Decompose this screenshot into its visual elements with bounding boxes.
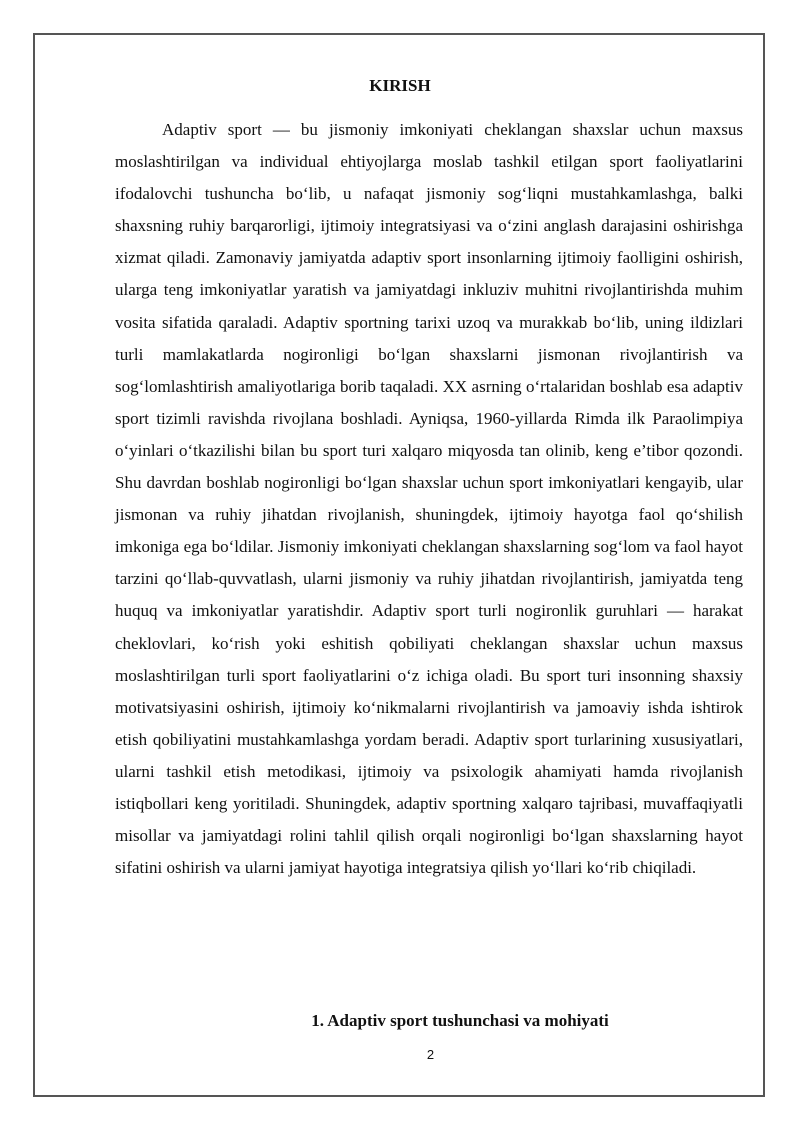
document-heading: KIRISH [369,76,431,95]
page-number: 2 [426,1047,435,1062]
body-paragraph: Adaptiv sport — bu jismoniy imkoniyati cheklangan shaxslar uchun maxsus moslashtirilgan va individual ehtiyojlarga moslab tashkil etilgan sport faoliyatlarini ifodalovchi tushuncha bo‘lib, u nafaqat jismoniy sog‘liqni mustahkamlashga, balki shaxsning ruhiy barqarorligi, ijtimoiy integratsiyasi va o‘zini anglash darajasini oshirishga xizmat qiladi. Zamonaviy jamiyatda adaptiv sport insonlarning ijtimoiy faolligini oshirish, ularga teng imkoniyatlar yaratish va jamiyatdagi inkluziv muhitni rivojlantirishda muhim vosita sifatida qaraladi. Adaptiv sportning tarixi uzoq va murakkab bo‘lib, uning ildizlari turli mamlakatlarda nogironligi bo‘lgan shaxslarni jismonan rivojlantirish va sog‘lomlashtirish amaliyotlariga borib taqaladi. XX asrning o‘rtalaridan boshlab esa adaptiv sport tizimli ravishda rivojlana boshladi. Ayniqsa, 1960-yillarda Rimda ilk Paraolimpiya o‘yinlari o‘tkazilishi bilan bu sport turi xalqaro miqyosda tan olinib, keng e’tibor qozondi. Shu davrdan boshlab nogironligi bo‘lgan shaxslar uchun sport imkoniyatlari kengayib, ular jismonan va ruhiy jihatdan rivojlanish, shuningdek, ijtimoiy hayotga faol qo‘shilish imkoniga ega bo‘ldilar. Jismoniy imkoniyati cheklangan shaxslarning sog‘lom va faol hayot tarzini qo‘llab-quvvatlash, ularni jismoniy va ruhiy jihatdan rivojlantirish, jamiyatda teng huquq va imkoniyatlar yaratishdir. Adaptiv sport turli nogironlik guruhlari — harakat cheklovlari, ko‘rish yoki eshitish qobiliyati cheklangan shaxslar uchun maxsus moslashtirilgan turli sport faoliyatlarini o‘z ichiga oladi. Bu sport turi insonning shaxsiy motivatsiyasini oshirish, ijtimoiy ko‘nikmalarni rivojlantirish va jamoaviy ishda ishtirok etish qobiliyatini mustahkamlashga yordam beradi. Adaptiv sport turlarining xususiyatlari, ularni tashkil etish metodikasi, ijtimoiy va psixologik ahamiyati hamda rivojlanish istiqbollari keng yoritiladi. Shuningdek, adaptiv sportning xalqaro tajribasi, muvaffaqiyatli misollar va jamiyatdagi rolini tahlil qilish orqali nogironligi bo‘lgan shaxslarning hayot sifatini oshirish va ularni jamiyat hayotiga integratsiya qilish yo‘llari ko‘rib chiqiladi. [115,120,743,878]
section-heading: 1. Adaptiv sport tushunchasi va mohiyati [311,1011,609,1030]
